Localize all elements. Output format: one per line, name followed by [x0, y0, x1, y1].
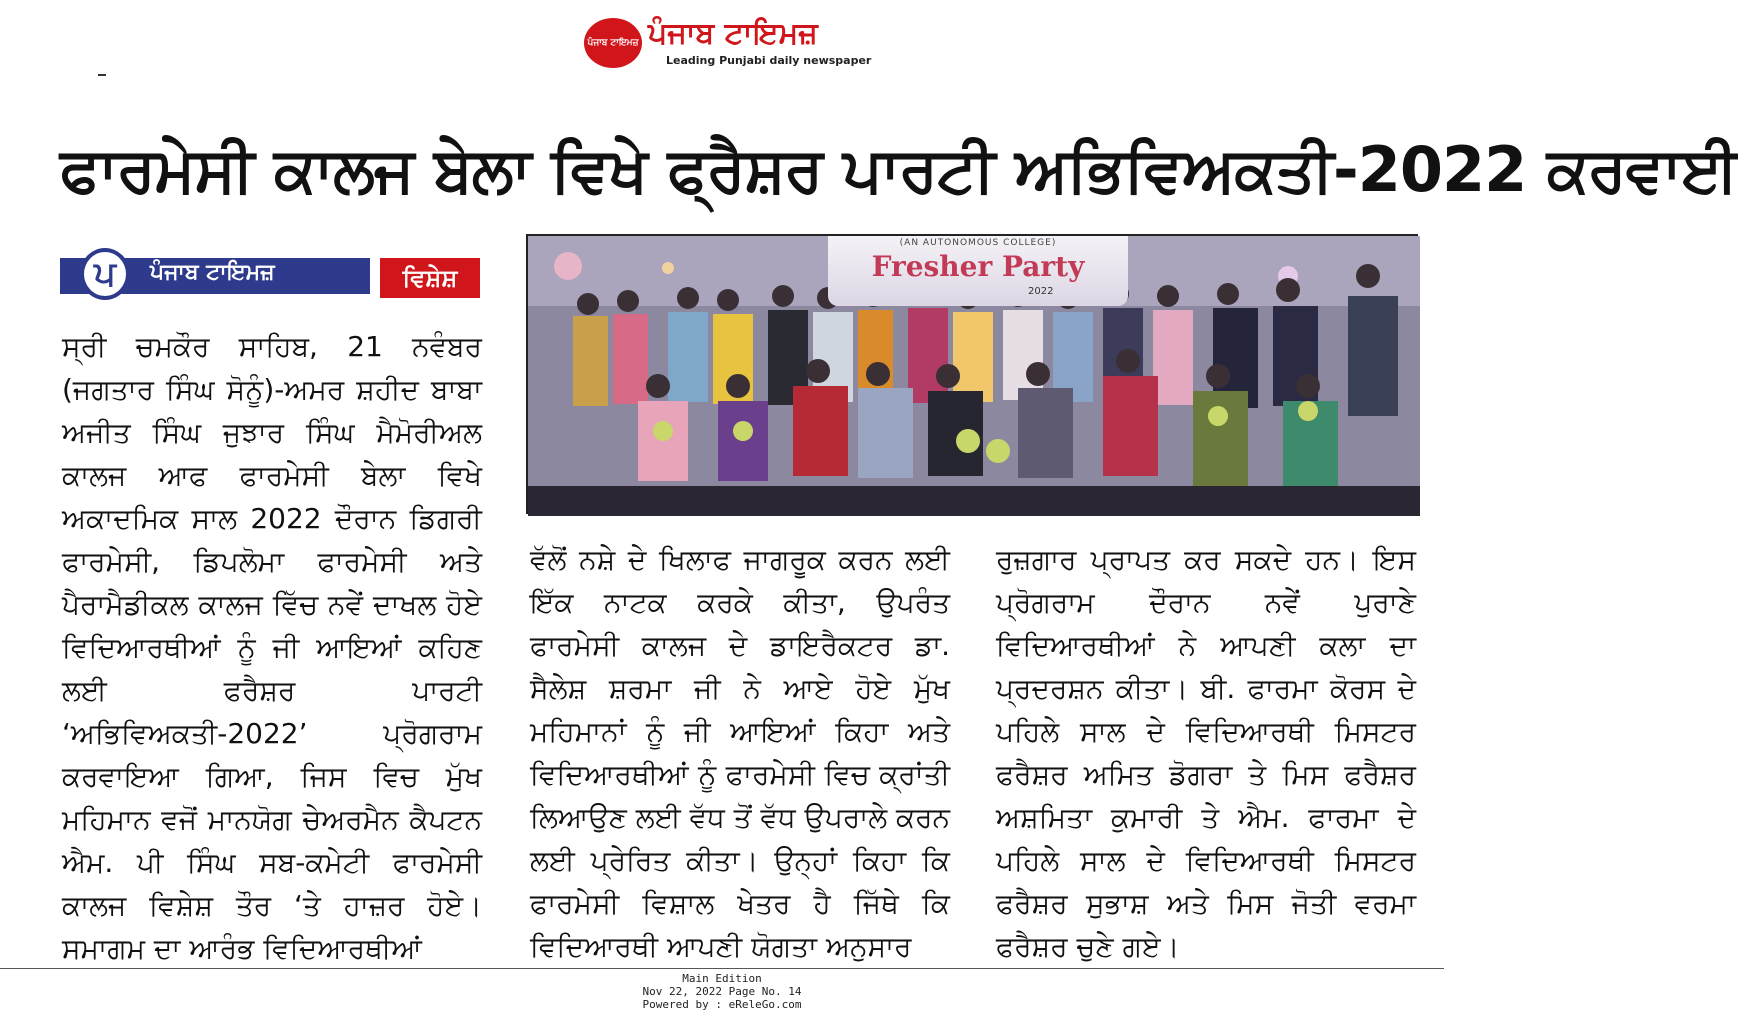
article-column-2: ਵੱਲੋਂ ਨਸ਼ੇ ਦੇ ਖਿਲਾਫ ਜਾਗਰੂਕ ਕਰਨ ਲਈ ਇੱਕ ਨਾਟਕ ਕਰਕੇ ਕੀਤਾ, ਉਪਰੰਤ ਫਾਰਮੇਸੀ ਕਾਲਜ ਦੇ ਡਾਇਰੈਕਟਰ ਡਾ. ਸੈਲੇਸ਼ ਸ਼ਰਮਾ ਜੀ ਨੇ ਆਏ ਹੋਏ ਮੁੱਖ ਮਹਿਮਾਨਾਂ ਨੂੰ ਜੀ ਆਇਆਂ ਕਿਹਾ ਅਤੇ ਵਿਦਿਆਰਥੀਆਂ ਨੂੰ ਫਾਰਮੇਸੀ ਵਿਚ ਕ੍ਰਾਂਤੀ ਲਿਆਉਣ ਲਈ ਵੱਧ ਤੋਂ ਵੱਧ ਉਪਰਾਲੇ ਕਰਨ ਲਈ ਪ੍ਰੇਰਿਤ ਕੀਤਾ। ਉਨ੍ਹਾਂ ਕਿਹਾ ਕਿ ਫਾਰਮੇਸੀ ਵਿਸ਼ਾਲ ਖੇਤਰ ਹੈ ਜਿੱਥੇ ਕਿ ਵਿਦਿਆਰਥੀ ਆਪਣੀ ਯੋਗਤਾ ਅਨੁਸਾਰ	[530, 543, 951, 963]
masthead-name: ਪੰਜਾਬ ਟਾਇਮਜ਼	[648, 16, 818, 51]
footer-date-page: Nov 22, 2022 Page No. 14	[642, 985, 802, 998]
masthead-logo-icon	[584, 18, 642, 68]
footer-powered-by: Powered by : eReleGo.com	[642, 998, 802, 1011]
divider	[98, 74, 106, 76]
backdrop-title: Fresher Party	[871, 250, 1085, 283]
footer-divider	[0, 968, 1444, 969]
masthead-logo-badge: ਪੰਜਾਬ ਟਾਇਮਜ਼	[587, 37, 639, 48]
masthead	[584, 14, 884, 70]
section-banner	[60, 248, 480, 300]
page-footer	[0, 972, 1444, 1011]
fresher-party-backdrop	[828, 236, 1128, 306]
backdrop-subtitle: (AN AUTONOMOUS COLLEGE)	[899, 238, 1057, 248]
footer-edition: Main Edition	[682, 972, 762, 985]
banner-tag: ਵਿਸ਼ੇਸ਼	[378, 256, 482, 300]
backdrop-year: 2022	[1028, 286, 1054, 297]
article-photo	[526, 234, 1418, 514]
article-column-1: ਸ੍ਰੀ ਚਮਕੌਰ ਸਾਹਿਬ, 21 ਨਵੰਬਰ (ਜਗਤਾਰ ਸਿੰਘ ਸੋਨੂੰ)-ਅਮਰ ਸ਼ਹੀਦ ਬਾਬਾ ਅਜੀਤ ਸਿੰਘ ਜੁਝਾਰ ਸਿੰਘ ਮੈਮੋਰੀਅਲ ਕਾਲਜ ਆਫ ਫਾਰਮੇਸੀ ਬੇਲਾ ਵਿਖੇ ਅਕਾਦਮਿਕ ਸਾਲ 2022 ਦੌਰਾਨ ਡਿਗਰੀ ਫਾਰਮੇਸੀ, ਡਿਪਲੋਮਾ ਫਾਰਮੇਸੀ ਅਤੇ ਪੈਰਾਮੈਡੀਕਲ ਕਾਲਜ ਵਿੱਚ ਨਵੇਂ ਦਾਖਲ ਹੋਏ ਵਿਦਿਆਰਥੀਆਂ ਨੂੰ ਜੀ ਆਇਆਂ ਕਹਿਣ ਲਈ ਫਰੈਸ਼ਰ ਪਾਰਟੀ ‘ਅਭਿਵਿਅਕਤੀ-2022’ ਪ੍ਰੋਗਰਾਮ ਕਰਵਾਇਆ ਗਿਆ, ਜਿਸ ਵਿਚ ਮੁੱਖ ਮਹਿਮਾਨ ਵਜੋਂ ਮਾਨਯੋਗ ਚੇਅਰਮੈਨ ਕੈਪਟਨ ਐਮ. ਪੀ ਸਿੰਘ ਸਬ-ਕਮੇਟੀ ਫਾਰਮੇਸੀ ਕਾਲਜ ਵਿਸ਼ੇਸ਼ ਤੌਰ ‘ਤੇ ਹਾਜ਼ਰ ਹੋਏ। ਸਮਾਗਮ ਦਾ ਆਰੰਭ ਵਿਦਿਆਰਥੀਆਂ	[62, 330, 482, 965]
banner-logo-icon: ਪ	[80, 248, 130, 300]
masthead-tagline: Leading Punjabi daily newspaper	[666, 54, 872, 67]
banner-name: ਪੰਜਾਬ ਟਾਇਮਜ਼	[150, 260, 275, 285]
article-column-3: ਰੁਜ਼ਗਾਰ ਪ੍ਰਾਪਤ ਕਰ ਸਕਦੇ ਹਨ। ਇਸ ਪ੍ਰੋਗਰਾਮ ਦੌਰਾਨ ਨਵੇਂ ਪੁਰਾਣੇ ਵਿਦਿਆਰਥੀਆਂ ਨੇ ਆਪਣੀ ਕਲਾ ਦਾ ਪ੍ਰਦਰਸ਼ਨ ਕੀਤਾ। ਬੀ. ਫਾਰਮਾ ਕੋਰਸ ਦੇ ਪਹਿਲੇ ਸਾਲ ਦੇ ਵਿਦਿਆਰਥੀ ਮਿਸਟਰ ਫਰੈਸ਼ਰ ਅਮਿਤ ਡੋਗਰਾ ਤੇ ਮਿਸ ਫਰੈਸ਼ਰ ਅਸ਼ਮਿਤਾ ਕੁਮਾਰੀ ਤੇ ਐਮ. ਫਾਰਮਾ ਦੇ ਪਹਿਲੇ ਸਾਲ ਦੇ ਵਿਦਿਆਰਥੀ ਮਿਸਟਰ ਫਰੈਸ਼ਰ ਸੁਭਾਸ਼ ਅਤੇ ਮਿਸ ਜੋਤੀ ਵਰਮਾ ਫਰੈਸ਼ਰ ਚੁਣੇ ਗਏ।	[996, 543, 1416, 963]
article-headline: ਫਾਰਮੇਸੀ ਕਾਲਜ ਬੇਲਾ ਵਿਖੇ ਫ੍ਰੈਸ਼ਰ ਪਾਰਟੀ ਅਭਿਵਿਅਕਤੀ-2022 ਕਰਵਾਈ	[60, 133, 1738, 206]
